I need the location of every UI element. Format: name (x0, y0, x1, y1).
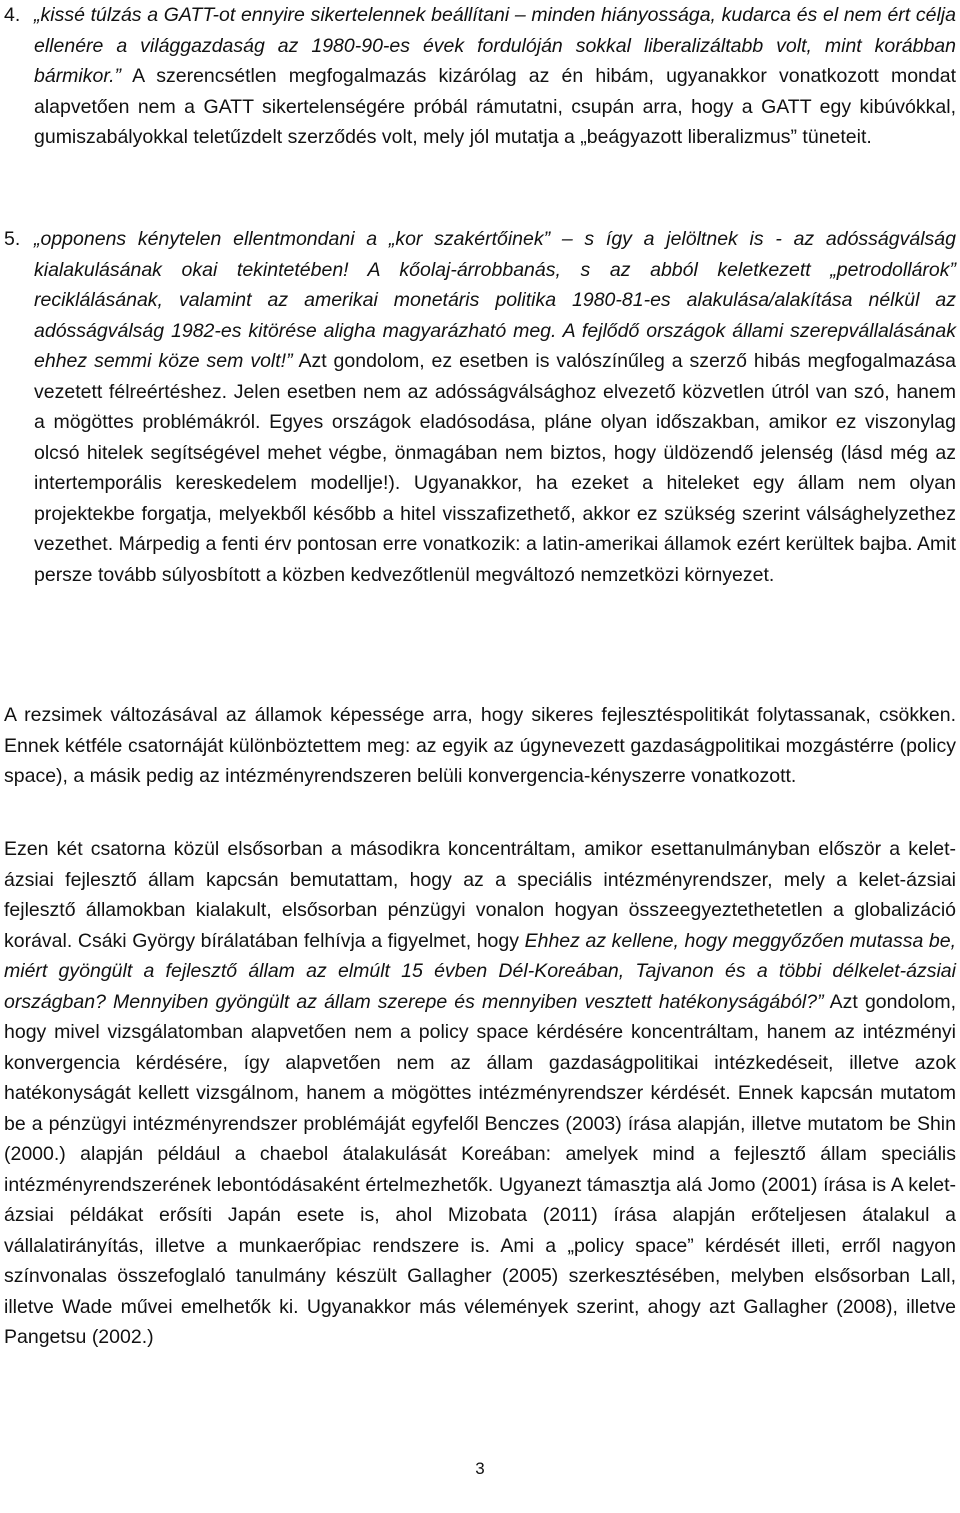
page-number: 3 (475, 1459, 485, 1478)
paragraph-2 (4, 834, 956, 1353)
list-item-body (34, 0, 956, 153)
paragraph-1: A rezsimek változásával az államok képessége arra, hogy sikeres fejlesztéspolitikát folytassanak, csökken. Ennek kétféle csatornáját különböztettem meg: az egyik az úgynevezett gazdaságpolitikai mozgástérre (policy space), a másik pedig az intézményrendszeren belüli konvergencia-kényszerre vonatkozott. (4, 704, 956, 787)
response-text: A szerencsétlen megfogalmazás kizárólag az én hibám, ugyanakkor vonatkozott mondat alapvetően nem a GATT sikertelenségére próbál rámutatni, csupán arra, hogy a GATT egy kibúvókkal, gumiszabályokkal teletűzdelt szerződés volt, mely jól mutatja a „beágyazott liberalizmus” tüneteit. (34, 65, 956, 148)
list-item-4 (4, 0, 956, 153)
quoted-criticism: Ehhez az kellene, hogy meggyőzően mutassa be, miért gyöngült a fejlesztő állam az elmúlt 15 évben Dél-Koreában, Tajvanon és a többi délkelet-ázsiai országban? Mennyiben gyöngült az állam szerepe és mennyiben vesztett hatékonyságából?” (4, 929, 957, 1013)
list-item-body (34, 224, 956, 590)
response-text: Azt gondolom, ez esetben is valószínűleg a szerző hibás megfogalmazása vezetett félreértéshez. Jelen esetben nem az adósságválsághoz elvezető közvetlen útról van szó, hanem a mögöttes problémákról. Egyes országok eladósodása, pláne olyan időszakban, amikor ez viszonylag olcsó hitelek segítségével mehet végbe, önmagában nem biztos, hogy üldözendő jelenség (lásd még az intertemporális kereskedelem modellje!). Ugyanakkor, ha ezeket a hiteleket egy állam nem olyan projektekbe forgatja, melyekből később a hitel visszafizethető, akkor ez szükség szerint válsághelyzethez vezethet. Márpedig a fenti érv pontosan erre vonatkozik: a latin-amerikai államok ezért kerültek bajba. Amit persze tovább súlyosbított a közben kedvezőtlenül megváltozó nemzetközi környezet. (34, 350, 956, 586)
paragraph-text: Azt gondolom, hogy mivel vizsgálatomban alapvetően nem a policy space kérdésére koncentráltam, hanem az intézményi konvergencia kérdésére, így alapvetően nem az állam gazdaságpolitikai intézkedéseit, illetve azok hatékonyságát kellett vizsgálnom, hanem a mögöttes intézményrendszer kérdését. Ennek kapcsán mutatom be a pénzügyi intézményrendszer problémáját egyfelől Benczes (2003) írása alapján, illetve mutatom be Shin (2000.) alapján például a chaebol átalakulását Koreában: amelyek mind a fejlesztő állam speciális intézményrendszerének lebontódásaként értelmezhetők. Ugyanezt támasztja alá Jomo (2001) írása is A kelet-ázsiai példákat erősíti Japán esete is, ahol Mizobata (2011) írása alapján erőteljesen átalakul a vállalatirányítás, illetve a munkaerőpiac rendszere is. Ami a „policy space” kérdését illeti, erről nagyon színvonalas összefoglaló tanulmány készült Gallagher (2005) szerkesztésében, melyben elsősorban Lall, illetve Wade művei emelhetők ki. Ugyanakkor más vélemények szerint, ahogy azt Gallagher (2008), illetve Pangetsu (2002.) (4, 990, 957, 1348)
list-item-5 (4, 224, 956, 590)
list-number: 4. (4, 4, 21, 26)
quoted-criticism: „opponens kénytelen ellentmondani a „kor szakértőinek” – s így a jelöltnek is - az adósságválság kialakulásának okai tekintetében! A kőolaj-árrobbanás, s az abból keletkezett „petrodollárok” reciklálásának, valamint az amerikai monetáris politika 1980-81-es alakulása/alakítása nélkül az adósságválság 1982-es kitörése aligha magyarázható meg. A fejlődő országok állami szerepvállalásának ehhez semmi köze sem volt!” (34, 228, 956, 372)
list-number: 5. (4, 228, 21, 250)
quoted-criticism: „kissé túlzás a GATT-ot ennyire sikertelennek beállítani – minden hiányossága, kudarca és el nem ért célja ellenére a világgazdaság az 1980-90-es évek fordulóján sokkal liberalizáltabb volt, mint korábban bármikor.” (34, 4, 956, 87)
paragraph-text: Ezen két csatorna közül elsősorban a másodikra koncentráltam, amikor esettanulmányban először a kelet-ázsiai fejlesztő állam kapcsán bemutattam, hogy az a speciális intézményrendszer, mely a kelet-ázsiai fejlesztő államokban kialakult, elsősorban pénzügyi vonalon hogyan összeegyeztethetetlen a globalizáció korával. Csáki György bírálatában felhívja a figyelmet, hogy (4, 838, 956, 952)
